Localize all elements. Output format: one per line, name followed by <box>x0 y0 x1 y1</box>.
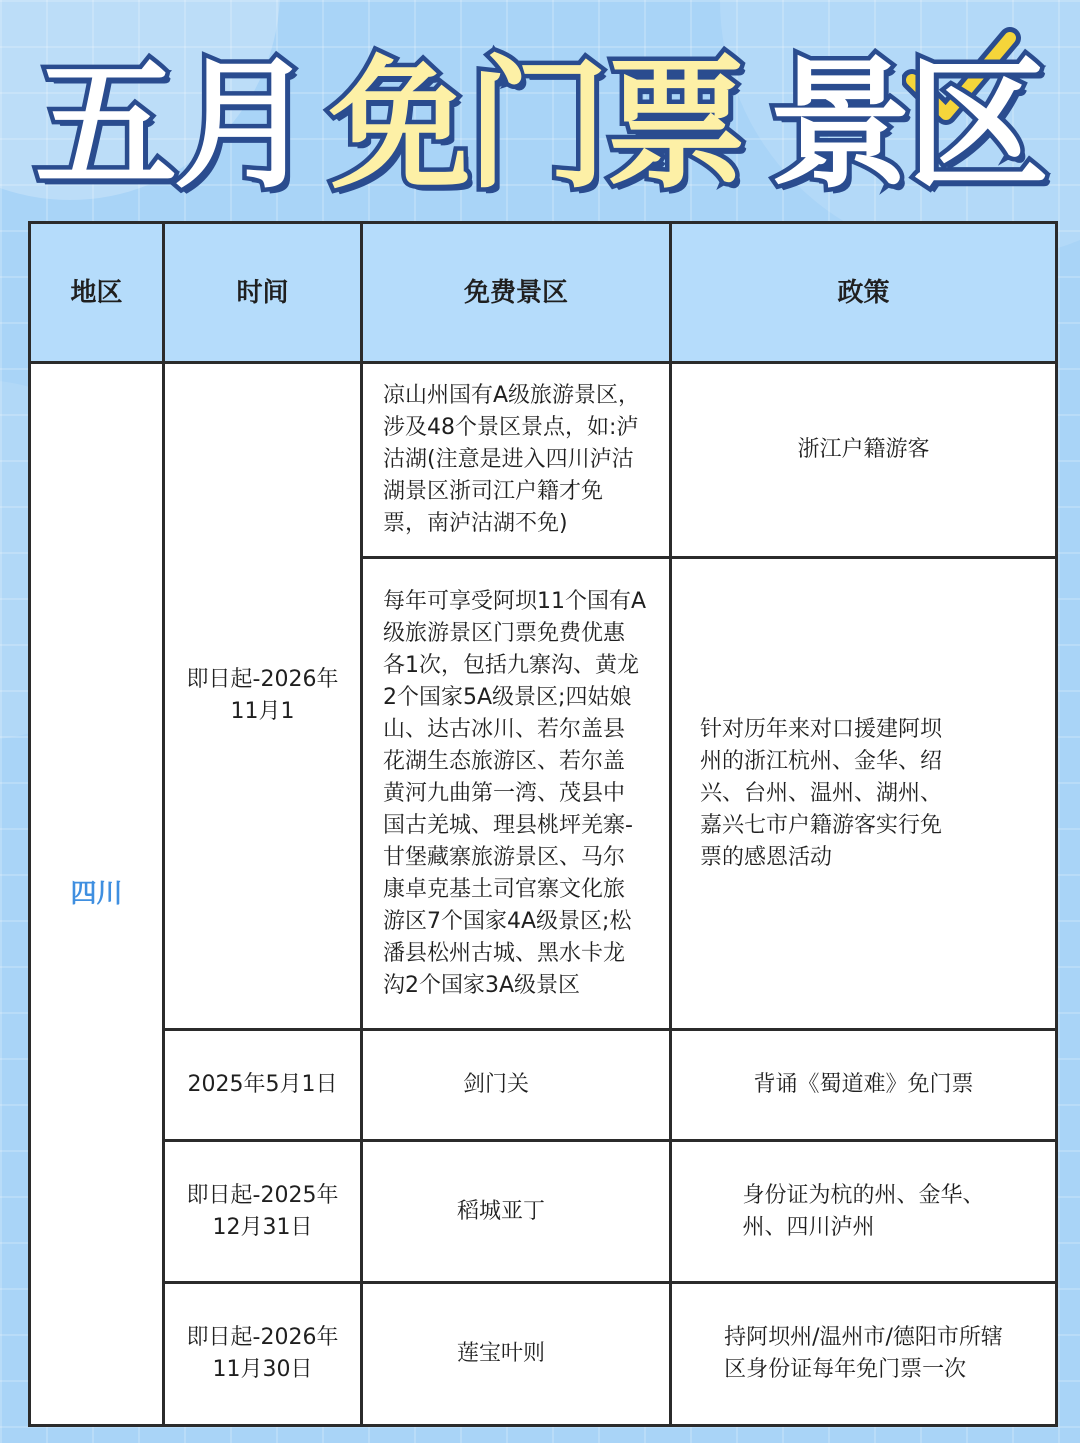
policy-cell: 背诵《蜀道难》免门票 <box>671 1030 1057 1141</box>
scenic-cell: 莲宝叶则 <box>362 1283 671 1426</box>
scenic-cell: 剑门关 <box>362 1030 671 1141</box>
header-region: 地区 <box>30 223 164 363</box>
page-title <box>0 38 1080 213</box>
title-month: 五月 <box>35 42 311 208</box>
policy-cell: 针对历年来对口援建阿坝 州的浙江杭州、金华、绍 兴、台州、温州、湖州、 嘉兴七市户籍游客实行免 票的感恩活动 <box>671 558 1057 1030</box>
table-row <box>30 1283 1057 1426</box>
table-row <box>30 363 1057 558</box>
title-free-ticket: 免门票 <box>329 42 743 208</box>
scenic-cell: 稻城亚丁 <box>362 1141 671 1283</box>
scenic-cell: 凉山州国有A级旅游景区， 涉及48个景区景点，如:泸 沽湖(注意是进入四川泸沽 湖景区浙司江户籍才免 票，南泸沽湖不免) <box>362 363 671 558</box>
policy-cell: 身份证为杭的州、金华、 州、四川泸州 <box>742 1182 985 1240</box>
title-scenic: 景区 <box>769 42 1045 208</box>
table-row <box>30 1030 1057 1141</box>
free-scenic-table <box>28 221 1055 1427</box>
policy-cell: 持阿坝州/温州市/德阳市所辖 区身份证每年免门票一次 <box>724 1325 1003 1382</box>
header-time: 时间 <box>164 223 362 363</box>
table-row <box>30 1141 1057 1283</box>
policy-cell-wrap <box>671 1141 1057 1283</box>
policy-cell-wrap <box>671 1283 1057 1426</box>
time-cell: 即日起-2025年 12月31日 <box>164 1141 362 1283</box>
scenic-cell: 每年可享受阿坝11个国有A 级旅游景区门票免费优惠 各1次，包括九寨沟、黄龙 2个国家5A级景区;四姑娘 山、达古冰川、若尔盖县 花湖生态旅游区、若尔盖 黄河九曲第一湾、茂县中 国古羌城、理县桃坪羌寨- 甘堡藏寨旅游景区、马尔 康卓克基土司官寨文化旅 游区7个国家4A级景区;松 潘县松州古城、黑水卡龙 沟2个国家3A级景区 <box>362 558 671 1030</box>
header-scenic: 免费景区 <box>362 223 671 363</box>
header-policy: 政策 <box>671 223 1057 363</box>
time-cell: 2025年5月1日 <box>164 1030 362 1141</box>
table-header-row <box>30 223 1057 363</box>
time-cell: 即日起-2026年 11月30日 <box>164 1283 362 1426</box>
region-cell: 四川 <box>30 363 164 1426</box>
time-cell: 即日起-2026年 11月1 <box>164 363 362 1030</box>
policy-cell: 浙江户籍游客 <box>671 363 1057 558</box>
